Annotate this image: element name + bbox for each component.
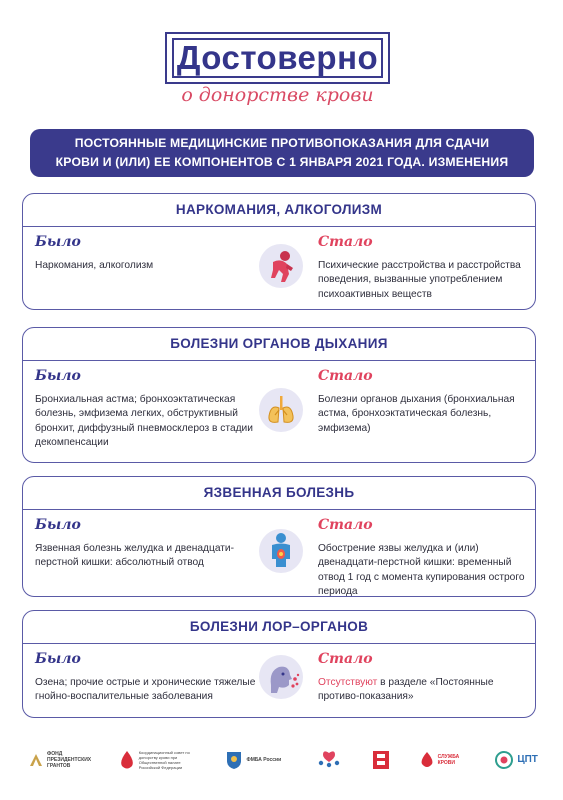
- now-label: Стало: [318, 651, 373, 667]
- was-column: [35, 368, 260, 450]
- was-text: Озена; прочие острые и хронические тяжелые гнойно-воспалительные заболевания: [35, 677, 256, 703]
- card-title: БОЛЕЗНИ ЛОР–ОРГАНОВ: [23, 611, 535, 644]
- card-respiratory: [22, 327, 536, 463]
- now-text: [318, 676, 528, 705]
- now-column: [318, 651, 528, 705]
- banner-line-2: КРОВИ И (ИЛИ) ЕЕ КОМПОНЕНТОВ С 1 ЯНВАРЯ 2021 ГОДА. ИЗМЕНЕНИЯ: [55, 155, 509, 169]
- now-text: Психические расстройства и расстройства поведения, вызванные употреблением психоактивных веществ: [318, 260, 521, 300]
- council-logo: [118, 750, 197, 770]
- blood-service-logo: [419, 751, 466, 769]
- banner-line-1: ПОСТОЯННЫЕ МЕДИЦИНСКИЕ ПРОТИВОПОКАЗАНИЯ ДЛЯ СДАЧИ: [74, 136, 490, 150]
- fmba-logo: [225, 750, 286, 770]
- now-label: Стало: [318, 517, 373, 533]
- was-text: Наркомания, алкоголизм: [35, 260, 154, 271]
- card-title: ЯЗВЕННАЯ БОЛЕЗНЬ: [23, 477, 535, 510]
- was-column: [35, 651, 260, 705]
- cpt-text: ЦПТ: [517, 754, 538, 765]
- was-label: Было: [35, 234, 81, 250]
- now-label: Стало: [318, 234, 373, 250]
- was-label: Было: [35, 651, 81, 667]
- logo-title: Достоверно: [172, 38, 383, 78]
- partner-logos: [28, 740, 538, 780]
- lungs-icon: [259, 388, 303, 432]
- card-addiction: [22, 193, 536, 310]
- logo-subtitle: о донорстве крови: [181, 84, 374, 106]
- blood-service-text: СЛУЖБА КРОВИ: [437, 754, 460, 766]
- page-banner: [30, 129, 534, 177]
- sneezing-head-icon: [259, 655, 303, 699]
- was-column: [35, 234, 245, 273]
- was-text: Бронхиальная астма; бронхоэктатическая болезнь, эмфизема легких, обструктивный бронхит, диффузный пневмосклероз в стадии декомпенсации: [35, 394, 253, 448]
- now-text: Обострение язвы желудка и (или) двенадцати-перстной кишки: временный отвод 1 год с момента купирования острого периода: [318, 543, 525, 597]
- card-title: НАРКОМАНИЯ, АЛКОГОЛИЗМ: [23, 194, 535, 227]
- donor-people-logo: [315, 750, 343, 770]
- fund-grants-text: ФОНД ПРЕЗИДЕНТСКИХ ГРАНТОВ: [47, 751, 92, 769]
- now-label: Стало: [318, 368, 373, 384]
- now-column: [318, 234, 528, 302]
- cpt-logo: [494, 750, 538, 770]
- now-text: Болезни органов дыхания (бронхиальная астма, бронхоэктатическая болезнь, эмфизема): [318, 394, 515, 434]
- now-accent-text: Отсутствуют: [318, 677, 378, 688]
- person-in-distress-icon: [259, 244, 303, 288]
- council-text: Координационный совет по донорству крови при Общественной палате Российской Федерации: [138, 750, 190, 770]
- was-text: Язвенная болезнь желудка и двенадцати-перстной кишки: абсолютный отвод: [35, 543, 235, 569]
- now-column: [318, 517, 533, 599]
- now-rest-text: в разделе «Постоянные противо-показания»: [318, 677, 494, 703]
- fund-grants-logo: [28, 751, 92, 769]
- now-column: [318, 368, 528, 436]
- fmba-text: ФМБА России: [246, 757, 282, 763]
- card-ent: [22, 610, 536, 718]
- red-square-logo: [372, 750, 390, 770]
- logo-frame: [165, 32, 390, 84]
- was-label: Было: [35, 368, 81, 384]
- stomach-body-icon: [259, 529, 303, 573]
- was-column: [35, 517, 255, 571]
- was-label: Было: [35, 517, 81, 533]
- card-ulcer: [22, 476, 536, 597]
- card-title: БОЛЕЗНИ ОРГАНОВ ДЫХАНИЯ: [23, 328, 535, 361]
